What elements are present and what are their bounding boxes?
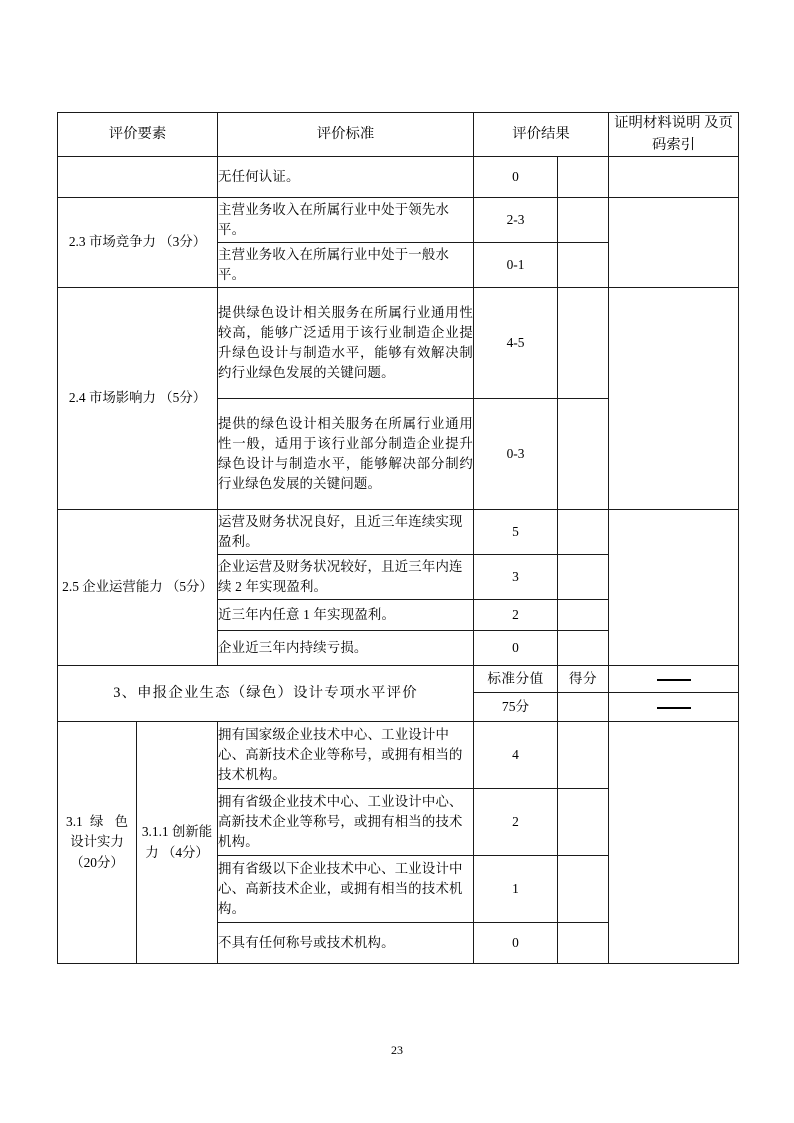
section3-header-row [58, 666, 739, 693]
gained-score-label: 得分 [558, 666, 609, 693]
header-element: 评价要素 [58, 113, 218, 157]
table-header-row [58, 113, 739, 157]
score-cell: 3 [474, 555, 558, 600]
element-cell-2-3 [58, 198, 218, 288]
criteria-cell: 主营业务收入在所属行业中处于一般水平。 [218, 243, 474, 288]
score-cell: 2-3 [474, 198, 558, 243]
evidence-cell[interactable] [609, 722, 739, 964]
element-title-line1: 3.1 绿 色 [66, 813, 128, 829]
score-cell: 5 [474, 510, 558, 555]
result-input-cell[interactable] [558, 555, 609, 600]
result-input-cell[interactable] [558, 923, 609, 964]
element-title: 2.5 企业运营能力 [62, 579, 163, 595]
result-input-cell[interactable] [558, 856, 609, 923]
result-input-cell[interactable] [558, 631, 609, 666]
element-points: （5分） [159, 390, 207, 406]
element-cell-3-1 [58, 722, 137, 964]
table-row [58, 198, 739, 243]
score-cell: 0 [474, 157, 558, 198]
table-row [58, 157, 739, 198]
result-input-cell[interactable] [558, 722, 609, 789]
header-criteria: 评价标准 [218, 113, 474, 157]
criteria-cell: 运营及财务状况良好，且近三年连续实现盈利。 [218, 510, 474, 555]
criteria-cell: 近三年内任意 1 年实现盈利。 [218, 600, 474, 631]
criteria-cell: 拥有国家级企业技术中心、工业设计中心、高新技术企业等称号，或拥有相当的技术机构。 [218, 722, 474, 789]
standard-score-label: 标准分值 [474, 666, 558, 693]
result-input-cell[interactable] [558, 399, 609, 510]
sub-element-cell-3-1-1 [137, 722, 218, 964]
criteria-cell: 企业运营及财务状况较好，且近三年内连续 2 年实现盈利。 [218, 555, 474, 600]
evidence-cell[interactable] [609, 288, 739, 510]
result-input-cell[interactable] [558, 510, 609, 555]
result-input-cell[interactable] [558, 243, 609, 288]
score-cell: 0-1 [474, 243, 558, 288]
evidence-cell[interactable] [609, 198, 739, 288]
element-title: 2.4 市场影响力 [68, 390, 156, 406]
result-input-cell[interactable] [558, 789, 609, 856]
evidence-cell[interactable] [609, 510, 739, 666]
criteria-cell: 无任何认证。 [218, 157, 474, 198]
score-cell: 2 [474, 789, 558, 856]
criteria-cell: 主营业务收入在所属行业中处于领先水平。 [218, 198, 474, 243]
evaluation-table [57, 112, 739, 964]
score-cell: 4 [474, 722, 558, 789]
section3-dash-cell-1 [609, 666, 739, 693]
page-number: 23 [391, 1043, 403, 1057]
table-row [58, 288, 739, 399]
evaluation-table-container [57, 112, 738, 964]
score-cell: 0 [474, 631, 558, 666]
result-input-cell[interactable] [558, 157, 609, 198]
sub-element-points: （4分） [161, 844, 209, 860]
table-row [58, 510, 739, 555]
element-title: 2.3 市场竞争力 [68, 234, 156, 250]
criteria-cell: 拥有省级以下企业技术中心、工业设计中心、高新技术企业，或拥有相当的技术机构。 [218, 856, 474, 923]
score-cell: 1 [474, 856, 558, 923]
section3-dash-cell-2 [609, 693, 739, 722]
header-evidence-line2: 及页码索引 [651, 115, 733, 153]
sub-element-name: 创新能力 [145, 823, 213, 860]
em-dash-icon [657, 679, 691, 681]
header-evidence-line1: 证明材料说明 [614, 115, 701, 131]
score-cell: 0-3 [474, 399, 558, 510]
element-cell-2-5 [58, 510, 218, 666]
result-input-cell[interactable] [558, 288, 609, 399]
score-cell: 0 [474, 923, 558, 964]
element-cell-empty [58, 157, 218, 198]
header-result: 评价结果 [474, 113, 609, 157]
score-cell: 4-5 [474, 288, 558, 399]
sub-element-code: 3.1.1 [141, 823, 169, 839]
element-points: （5分） [165, 579, 213, 595]
evidence-cell[interactable] [609, 157, 739, 198]
em-dash-icon [657, 707, 691, 709]
element-cell-2-4 [58, 288, 218, 510]
element-points: （3分） [159, 234, 207, 250]
result-input-cell[interactable] [558, 198, 609, 243]
header-evidence [609, 113, 739, 157]
criteria-cell: 企业近三年内持续亏损。 [218, 631, 474, 666]
standard-score-value: 75分 [474, 693, 558, 722]
section3-title: 3、申报企业生态（绿色）设计专项水平评价 [58, 666, 474, 722]
criteria-cell: 提供绿色设计相关服务在所属行业通用性较高，能够广泛适用于该行业制造企业提升绿色设计与制造水平，能够有效解决制约行业绿色发展的关键问题。 [218, 288, 474, 399]
element-points: （20分） [70, 855, 124, 871]
table-row [58, 722, 739, 789]
result-input-cell[interactable] [558, 600, 609, 631]
criteria-cell: 提供的绿色设计相关服务在所属行业通用性一般，适用于该行业部分制造企业提升绿色设计与制造水平，能够解决部分制约行业绿色发展的关键问题。 [218, 399, 474, 510]
criteria-cell: 不具有任何称号或技术机构。 [218, 923, 474, 964]
gained-score-input[interactable] [558, 693, 609, 722]
score-cell: 2 [474, 600, 558, 631]
element-title-line2: 设计实力 [70, 834, 124, 850]
criteria-cell: 拥有省级企业技术中心、工业设计中心、高新技术企业等称号，或拥有相当的技术机构。 [218, 789, 474, 856]
